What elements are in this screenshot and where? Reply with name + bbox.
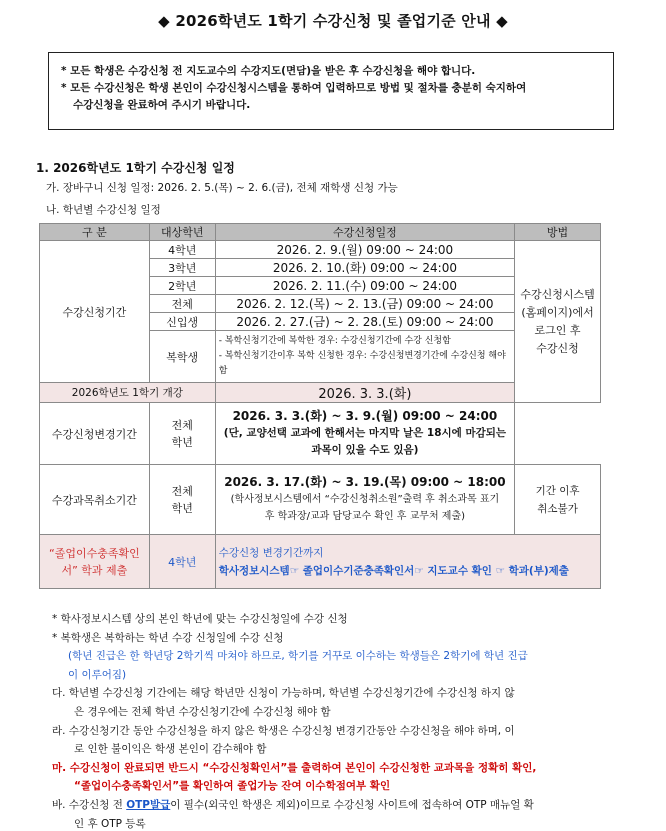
grade-cell: 전체 — [149, 295, 215, 313]
opening-date: 2026. 3. 3.(화) — [215, 383, 514, 403]
grade-line: 전체 — [171, 418, 193, 432]
cart-schedule: 가. 장바구니 신청 일정: 2026. 2. 5.(목) ~ 2. 6.(금), 전체 재학생 신청 가능 — [46, 182, 398, 194]
page-title: ◆ 2026학년도 1학기 수강신청 및 졸업기준 안내 ◆ — [158, 12, 508, 30]
cancel-label: 수강과목취소기간 — [40, 465, 150, 535]
header-category: 구 분 — [40, 224, 150, 241]
date-cell: 2026. 2. 12.(목) ~ 2. 13.(금) 09:00 ~ 24:00 — [215, 295, 514, 313]
date-cell: 2026. 2. 11.(수) 09:00 ~ 24:00 — [215, 277, 514, 295]
table-header-row — [40, 224, 601, 241]
table-row — [40, 535, 601, 589]
note-item: 라. 수강신청기간 동안 수강신청을 하지 않은 학생은 수강신청 변경기간동안 수강신청을 해야 하며, 이 — [52, 724, 515, 737]
table-row — [40, 465, 601, 535]
notice-line: 수강신청을 완료하여 주시기 바랍니다. — [73, 99, 251, 111]
cancel-note: (학사정보시스템에서 “수강신청취소원”출력 후 취소과목 표기 — [230, 494, 500, 505]
cancel-method — [515, 465, 601, 535]
table-row — [40, 241, 601, 259]
otp-link[interactable]: OTP발급 — [126, 798, 171, 811]
grade-schedule-heading: 나. 학년별 수강신청 일정 — [46, 204, 161, 216]
cancel-schedule — [215, 465, 514, 535]
registration-label: 수강신청기간 — [40, 241, 150, 383]
note-item: “졸업이수충족확인서”를 확인하여 졸업가능 잔여 이수학점여부 확인 — [74, 780, 391, 793]
graduation-label-line: “졸업이수충족확인 — [49, 546, 140, 560]
method-line: (홈페이지)에서 — [521, 305, 594, 319]
grade-cell: 4학년 — [149, 241, 215, 259]
returning-note: - 복학신청기간이후 복학 신청한 경우: 수강신청변경기간에 수강신청 해야 함 — [218, 351, 506, 376]
change-label: 수강신청변경기간 — [40, 403, 150, 465]
graduation-steps — [215, 535, 600, 589]
grade-line: 학년 — [171, 435, 193, 449]
graduation-label-line: 서” 학과 제출 — [61, 563, 128, 577]
note-item: 마. 수강신청이 완료되면 반드시 “수강신청확인서”를 출력하여 본인이 수강신청한 교과목을 정확히 확인, — [52, 761, 537, 774]
cancel-note: 후 학과장/교과 담당교수 확인 후 교무처 제출) — [264, 511, 466, 522]
grade-cell — [149, 403, 215, 465]
header-schedule: 수강신청일정 — [215, 224, 514, 241]
note-text: 바. 수강신청 전 — [52, 798, 127, 811]
grade-cell: 복학생 — [149, 331, 215, 383]
returning-notes — [215, 331, 514, 383]
grade-cell: 3학년 — [149, 259, 215, 277]
section-title: 1. 2026학년도 1학기 수강신청 일정 — [36, 161, 235, 175]
notice-line: * 모든 학생은 수강신청 전 지도교수의 수강지도(면담)을 받은 후 수강신청을 해야 합니다. — [61, 65, 476, 77]
note-item: 인 후 OTP 등록 — [74, 817, 146, 830]
cancel-date: 2026. 3. 17.(화) ~ 3. 19.(목) 09:00 ~ 18:00 — [224, 475, 506, 489]
note-item: * 학사정보시스템 상의 본인 학년에 맞는 수강신청일에 수강 신청 — [52, 613, 348, 625]
notes-list — [52, 610, 612, 831]
change-schedule — [215, 403, 514, 465]
header-grade: 대상학년 — [149, 224, 215, 241]
method-line: 취소불가 — [537, 502, 578, 515]
grade-line: 전체 — [171, 484, 193, 498]
opening-label: 2026학년도 1학기 개강 — [40, 383, 216, 403]
note-item: 은 경우에는 전체 학년 수강신청기간에 수강신청 해야 함 — [74, 705, 331, 718]
graduation-step-line: 수강신청 변경기간까지 — [218, 546, 324, 559]
change-date: 2026. 3. 3.(화) ~ 3. 9.(월) 09:00 ~ 24:00 — [232, 409, 498, 423]
notice-box — [48, 52, 614, 130]
date-cell: 2026. 2. 10.(화) 09:00 ~ 24:00 — [215, 259, 514, 277]
method-line: 로그인 후 — [534, 323, 581, 337]
graduation-grade: 4학년 — [149, 535, 215, 589]
note-text: 이 필수(외국인 학생은 제외)이므로 수강신청 사이트에 접속하여 OTP 매뉴얼 확 — [170, 798, 534, 811]
grade-line: 학년 — [171, 501, 193, 515]
note-item: 다. 학년별 수강신청 기간에는 해당 학년만 신청이 가능하며, 학년별 수강신청기간에 수강신청 하지 않 — [52, 687, 515, 700]
note-item: 이 이루어짐) — [68, 668, 127, 681]
header-method: 방법 — [515, 224, 601, 241]
note-item: * 복학생은 복학하는 학년 수강 신청일에 수강 신청 — [52, 631, 284, 644]
table-row — [40, 403, 601, 465]
note-item — [52, 796, 612, 815]
grade-cell — [149, 465, 215, 535]
method-cell — [515, 241, 601, 403]
method-line: 수강신청시스템 — [520, 287, 595, 301]
schedule-table — [39, 223, 601, 589]
graduation-step-line: 학사정보시스템☞ 졸업이수기준충족확인서☞ 지도교수 확인 ☞ 학과(부)제출 — [218, 564, 569, 577]
method-line: 기간 이후 — [535, 484, 580, 497]
notice-line: * 모든 수강신청은 학생 본인이 수강신청시스템을 통하여 입력하므로 방법 및 절차를 충분히 숙지하여 — [61, 82, 527, 94]
method-line: 수강신청 — [536, 341, 579, 355]
change-note: (단, 교양선택 교과에 한해서는 마지막 날은 18시에 마감되는 — [223, 427, 507, 439]
note-item: 로 인한 불이익은 학생 본인이 감수해야 함 — [74, 743, 267, 756]
returning-note: - 복학신청기간에 복학한 경우: 수강신청기간에 수강 신청함 — [218, 336, 451, 346]
grade-cell: 신입생 — [149, 313, 215, 331]
grade-cell: 2학년 — [149, 277, 215, 295]
date-cell: 2026. 2. 9.(월) 09:00 ~ 24:00 — [215, 241, 514, 259]
date-cell: 2026. 2. 27.(금) ~ 2. 28.(토) 09:00 ~ 24:00 — [215, 313, 514, 331]
graduation-label — [40, 535, 150, 589]
note-item: (학년 진급은 한 학년당 2학기씩 마쳐야 하므로, 학기를 거꾸로 이수하는 학생들은 2학기에 학년 진급 — [68, 650, 528, 663]
change-note: 과목이 있을 수도 있음) — [311, 444, 419, 456]
